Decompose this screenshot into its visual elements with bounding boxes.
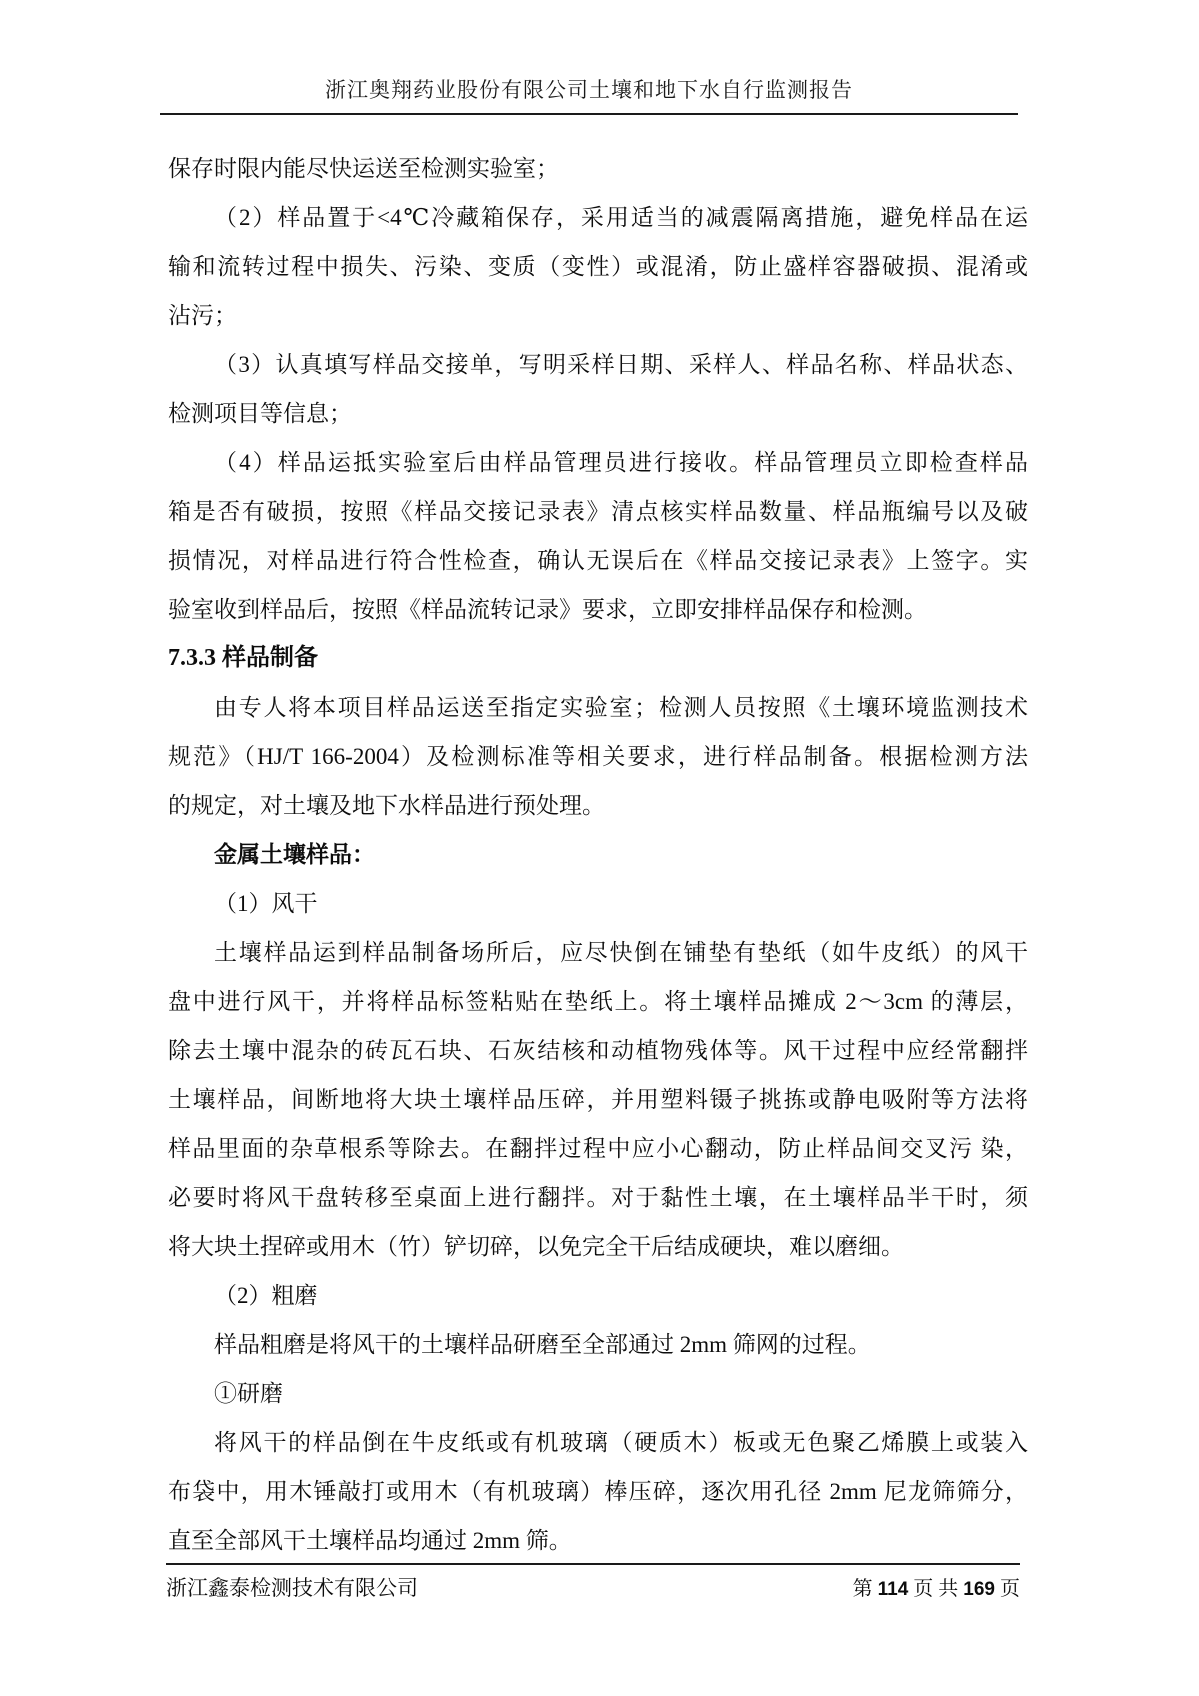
list-item-label: （2）粗磨 xyxy=(214,1283,318,1308)
text-line: 盘中进行风干，并将样品标签粘贴在垫纸上。将土壤样品摊成 2～3cm 的薄层， xyxy=(168,989,1028,1014)
text-line: 沾污； xyxy=(168,303,237,328)
footer-page-info xyxy=(853,1572,1020,1601)
list-item-label: ①研磨 xyxy=(214,1381,283,1406)
text-line: 必要时将风干盘转移至桌面上进行翻拌。对于黏性土壤，在土壤样品半干时，须 xyxy=(168,1185,1028,1210)
text-line: 验室收到样品后，按照《样品流转记录》要求，立即安排样品保存和检测。 xyxy=(168,597,927,622)
text-line: 输和流转过程中损失、污染、变质（变性）或混淆，防止盛样容器破损、混淆或 xyxy=(168,254,1028,279)
text-line: 直至全部风干土壤样品均通过 2mm 筛。 xyxy=(168,1528,572,1553)
text-line: 将大块土捏碎或用木（竹）铲切碎，以免完全干后结成硬块，难以磨细。 xyxy=(168,1234,904,1259)
text-line: 箱是否有破损，按照《样品交接记录表》清点核实样品数量、样品瓶编号以及破 xyxy=(168,499,1028,524)
page-number-total: 169 xyxy=(963,1579,995,1600)
text-line: （3）认真填写样品交接单，写明采样日期、采样人、样品名称、样品状态、 xyxy=(214,352,1028,377)
page-info-prefix: 第 xyxy=(852,1578,873,1600)
text-line: 样品粗磨是将风干的土壤样品研磨至全部通过 2mm 筛网的过程。 xyxy=(214,1332,871,1357)
text-line: 将风干的样品倒在牛皮纸或有机玻璃（硬质木）板或无色聚乙烯膜上或装入 xyxy=(214,1430,1028,1455)
text-line: 的规定，对土壤及地下水样品进行预处理。 xyxy=(168,793,605,818)
report-title: 浙江奥翔药业股份有限公司土壤和地下水自行监测报告 xyxy=(325,78,853,102)
text-line: 由专人将本项目样品运送至指定实验室；检测人员按照《土壤环境监测技术 xyxy=(214,695,1028,720)
text-line: 检测项目等信息； xyxy=(168,401,352,426)
text-line: 保存时限内能尽快运送至检测实验室； xyxy=(168,156,559,181)
text-line: 规范》（HJ/T 166-2004）及检测标准等相关要求，进行样品制备。根据检测方法 xyxy=(168,744,1028,769)
footer-company: 浙江鑫泰检测技术有限公司 xyxy=(166,1576,418,1600)
text-line: 损情况，对样品进行符合性检查，确认无误后在《样品交接记录表》上签字。实 xyxy=(168,548,1028,573)
text-line: 土壤样品，间断地将大块土壤样品压碎，并用塑料镊子挑拣或静电吸附等方法将 xyxy=(168,1087,1028,1112)
text-line: 样品里面的杂草根系等除去。在翻拌过程中应小心翻动，防止样品间交叉污 染， xyxy=(168,1136,1028,1161)
header-divider xyxy=(160,113,1018,115)
text-line: （2）样品置于<4℃冷藏箱保存，采用适当的减震隔离措施，避免样品在运 xyxy=(214,205,1028,230)
section-heading: 7.3.3 样品制备 xyxy=(168,645,318,671)
page-footer xyxy=(166,1563,1020,1602)
text-line: 土壤样品运到样品制备场所后，应尽快倒在铺垫有垫纸（如牛皮纸）的风干 xyxy=(214,940,1028,965)
sub-heading: 金属土壤样品： xyxy=(214,842,375,867)
page-header xyxy=(160,0,1018,115)
list-item-label: （1）风干 xyxy=(214,891,318,916)
text-line: 除去土壤中混杂的砖瓦石块、石灰结核和动植物残体等。风干过程中应经常翻拌 xyxy=(168,1038,1028,1063)
page-info-suffix: 页 xyxy=(1000,1578,1020,1600)
page-info-mid: 页 共 xyxy=(913,1578,959,1600)
text-line: 布袋中，用木锤敲打或用木（有机玻璃）棒压碎，逐次用孔径 2mm 尼龙筛筛分， xyxy=(168,1479,1028,1504)
text-line: （4）样品运抵实验室后由样品管理员进行接收。样品管理员立即检查样品 xyxy=(214,450,1028,475)
document-body xyxy=(168,144,1028,1565)
page-number-current: 114 xyxy=(877,1579,909,1600)
